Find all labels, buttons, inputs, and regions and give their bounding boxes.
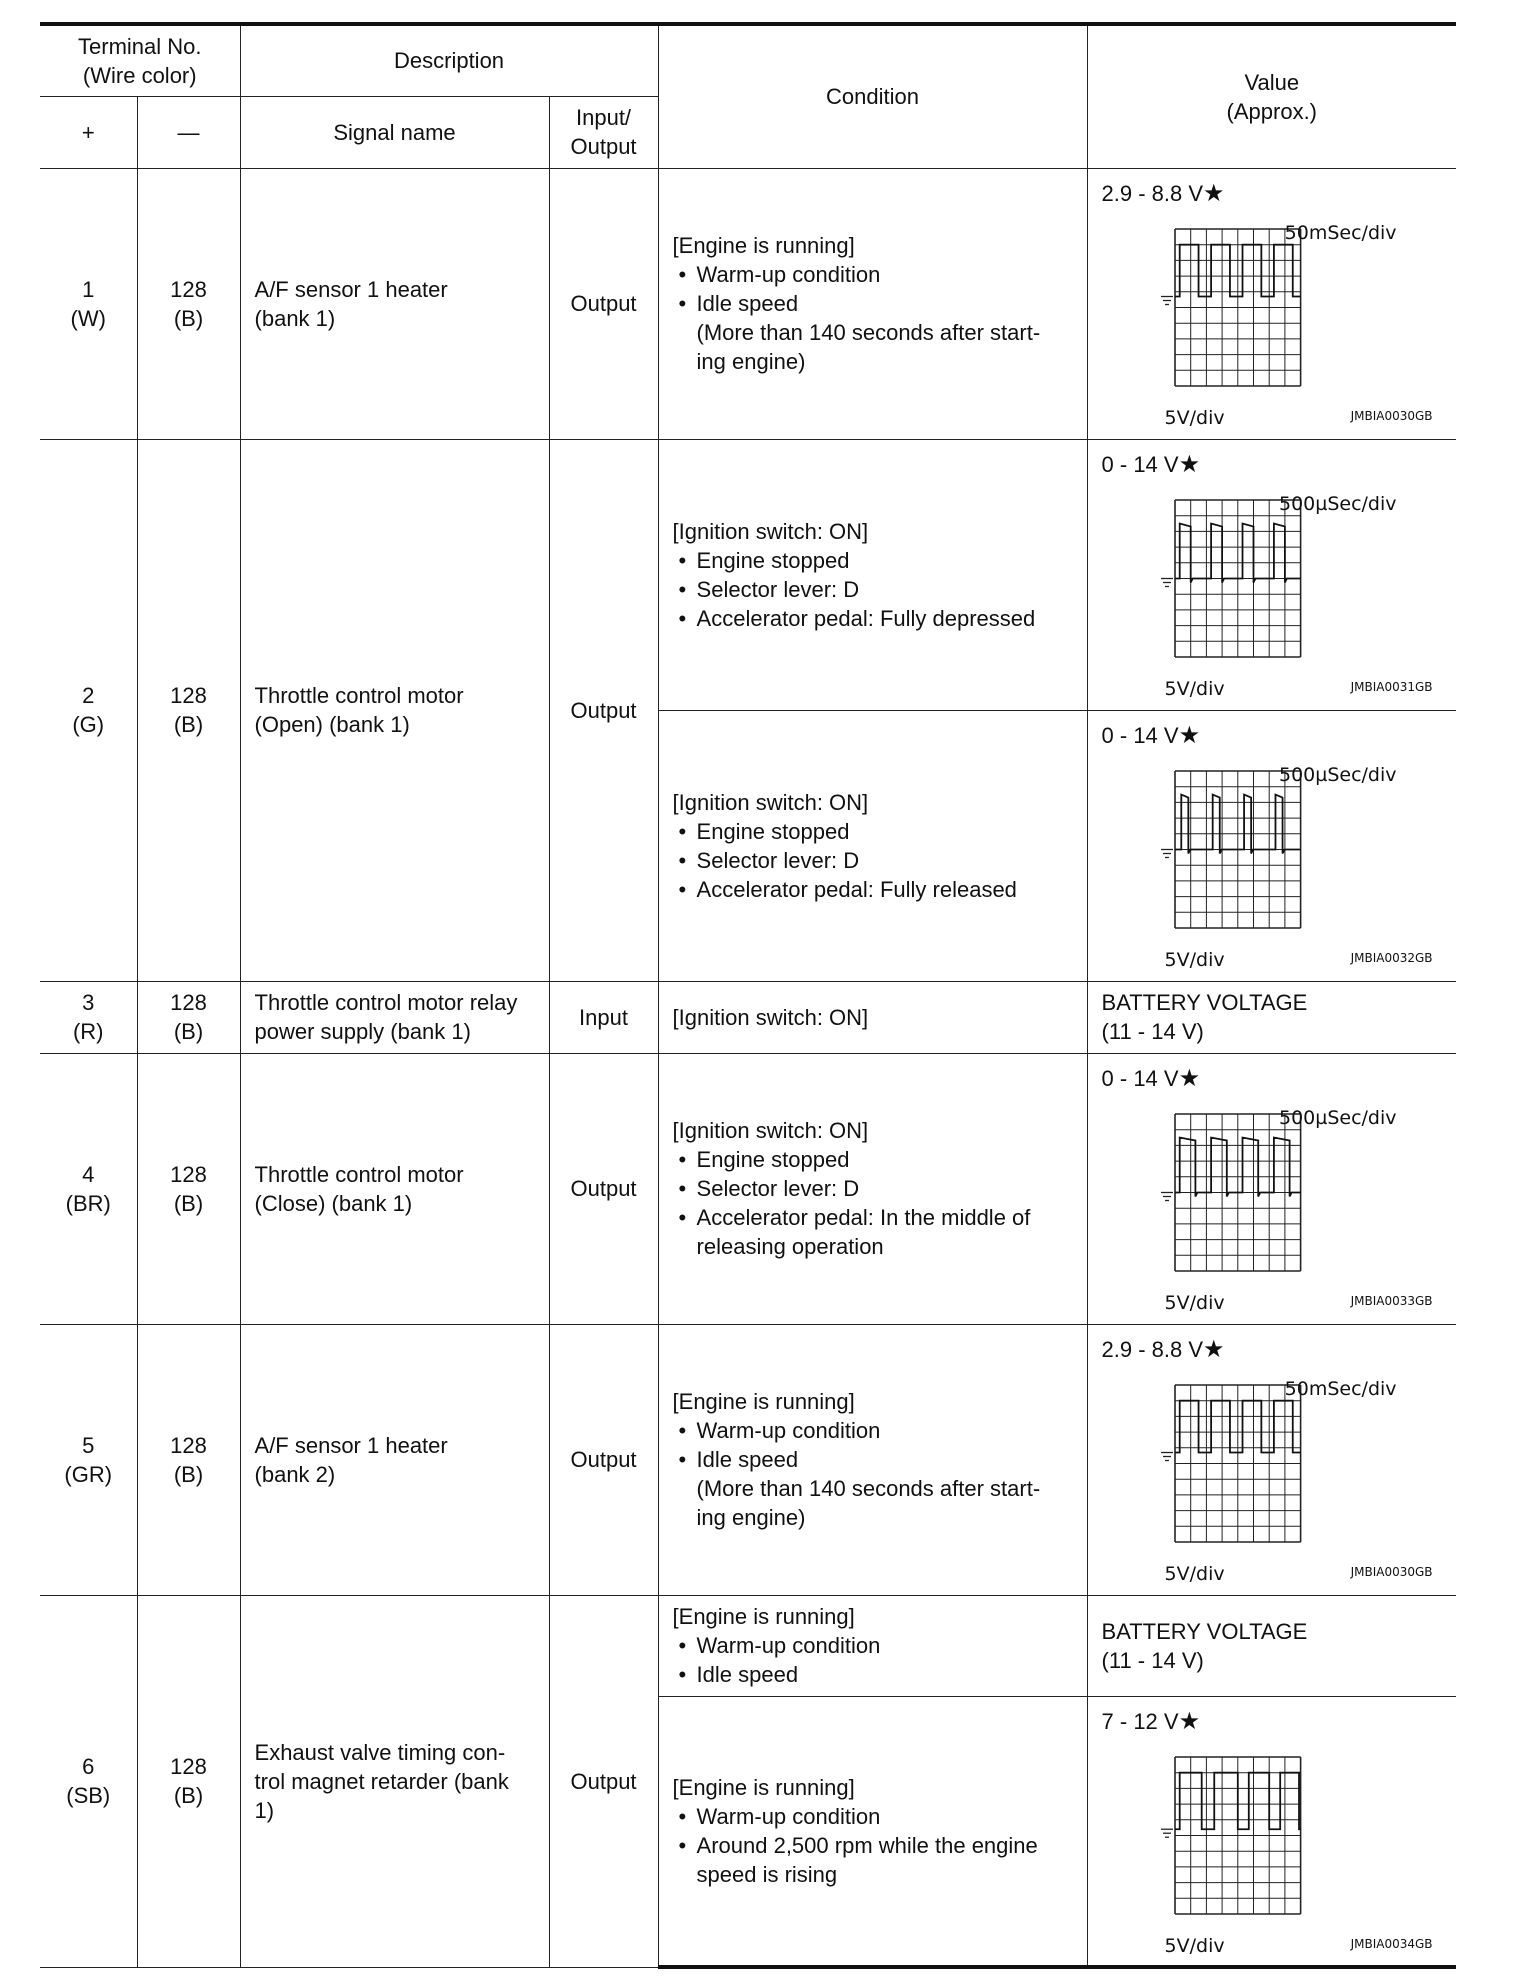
header-minus: — <box>137 96 240 168</box>
terminal-plus: 1 (W) <box>40 168 137 439</box>
signal-name: A/F sensor 1 heater (bank 1) <box>240 168 549 439</box>
condition-item: • Around 2,500 rpm while the engine speed is rising <box>673 1831 1077 1889</box>
oscilloscope-figure <box>1133 454 1433 704</box>
ground-symbol <box>1161 1192 1173 1200</box>
value-cell <box>1087 168 1456 439</box>
condition-cell <box>658 1696 1087 1967</box>
condition-title: [Ignition switch: ON] <box>672 789 869 815</box>
condition-cell <box>658 168 1087 439</box>
condition-list <box>673 260 1077 376</box>
volt-division-label: 5V/div <box>1164 948 1225 971</box>
value-cell <box>1087 439 1456 710</box>
condition-list <box>673 1631 1077 1689</box>
condition-title: [Engine is running] <box>672 233 855 258</box>
time-division-label: 500µSec/div <box>1278 763 1397 786</box>
value-range: 0 - 14 V <box>1101 451 1179 477</box>
time-division-label: 500µSec/div <box>1278 1106 1397 1129</box>
signal-name: Throttle control motor (Open) (bank 1) <box>240 439 549 981</box>
value-range: 0 - 14 V <box>1101 722 1179 748</box>
oscilloscope-figure <box>1133 1068 1433 1318</box>
table-row <box>40 1324 1456 1595</box>
condition-item: • Accelerator pedal: In the middle of releasing operation <box>673 1203 1077 1261</box>
header-plus: + <box>40 96 137 168</box>
condition-item: • Idle speed (More than 140 seconds after start- ing engine) <box>673 289 1077 376</box>
input-output: Output <box>549 439 658 981</box>
terminal-minus: 128 (B) <box>137 168 240 439</box>
input-output: Input <box>549 981 658 1053</box>
oscilloscope-figure <box>1133 1711 1433 1961</box>
ground-symbol <box>1161 849 1173 857</box>
condition-item: • Accelerator pedal: Fully released <box>673 875 1077 904</box>
terminal-plus: 2 (G) <box>40 439 137 981</box>
terminal-plus: 3 (R) <box>40 981 137 1053</box>
value-cell <box>1087 1696 1456 1967</box>
volt-division-label: 5V/div <box>1164 1291 1225 1314</box>
condition-cell <box>658 439 1087 710</box>
figure-code: JMBIA0034GB <box>1350 1936 1433 1951</box>
terminal-minus: 128 (B) <box>137 1595 240 1967</box>
condition-cell <box>658 981 1087 1053</box>
terminal-plus: 4 (BR) <box>40 1053 137 1324</box>
condition-title: [Engine is running] <box>672 1604 855 1629</box>
terminal-minus: 128 (B) <box>137 981 240 1053</box>
value-range: 7 - 12 V <box>1101 1708 1179 1734</box>
star-icon: ★ <box>1203 179 1225 207</box>
condition-title: [Engine is running] <box>672 1389 855 1414</box>
time-division-label: 500µSec/div <box>1278 492 1397 515</box>
figure-code: JMBIA0031GB <box>1350 679 1433 694</box>
ground-symbol <box>1161 1452 1173 1460</box>
header-value: Value (Approx.) <box>1087 24 1456 168</box>
condition-title: [Engine is running] <box>672 1774 855 1800</box>
condition-item: • Warm-up condition <box>673 260 1077 289</box>
terminal-minus: 128 (B) <box>137 439 240 981</box>
condition-item: • Warm-up condition <box>673 1802 1077 1831</box>
signal-name: A/F sensor 1 heater (bank 2) <box>240 1324 549 1595</box>
value-cell: BATTERY VOLTAGE (11 - 14 V) <box>1087 1595 1456 1696</box>
condition-cell <box>658 1595 1087 1696</box>
oscilloscope-figure <box>1133 725 1433 975</box>
table-row <box>40 168 1456 439</box>
terminal-plus: 6 (SB) <box>40 1595 137 1967</box>
figure-code: JMBIA0032GB <box>1350 950 1433 965</box>
waveform-trace <box>1175 1772 1301 1829</box>
condition-item: • Selector lever: D <box>673 1174 1077 1203</box>
signal-name: Throttle control motor (Close) (bank 1) <box>240 1053 549 1324</box>
star-icon: ★ <box>1178 1064 1201 1092</box>
input-output: Output <box>549 1053 658 1324</box>
terminal-minus: 128 (B) <box>137 1053 240 1324</box>
condition-cell <box>658 1053 1087 1324</box>
table-row <box>40 981 1456 1053</box>
value-cell: BATTERY VOLTAGE (11 - 14 V) <box>1087 981 1456 1053</box>
star-icon: ★ <box>1203 1335 1225 1363</box>
volt-division-label: 5V/div <box>1164 1562 1225 1585</box>
input-output: Output <box>549 1324 658 1595</box>
condition-list <box>673 546 1077 633</box>
volt-division-label: 5V/div <box>1164 677 1225 700</box>
condition-title: [Ignition switch: ON] <box>672 518 869 544</box>
condition-item: • Idle speed <box>673 1660 1077 1689</box>
oscilloscope-grid <box>1133 1711 1433 1961</box>
condition-list <box>673 1416 1077 1532</box>
condition-item: • Engine stopped <box>673 1145 1077 1174</box>
value-range: 2.9 - 8.8 V <box>1101 1336 1204 1362</box>
ground-symbol <box>1161 1829 1173 1837</box>
header-input-output: Input/ Output <box>549 96 658 168</box>
table-body <box>40 168 1456 1967</box>
volt-division-label: 5V/div <box>1164 1934 1225 1957</box>
value-cell <box>1087 1053 1456 1324</box>
terminal-table-page <box>40 22 1456 1972</box>
value-cell <box>1087 710 1456 981</box>
ground-symbol <box>1161 578 1173 586</box>
value-cell <box>1087 1324 1456 1595</box>
condition-item: • Idle speed (More than 140 seconds after start- ing engine) <box>673 1445 1077 1532</box>
figure-code: JMBIA0030GB <box>1350 1564 1433 1579</box>
condition-title: [Ignition switch: ON] <box>672 1118 869 1143</box>
terminal-plus: 5 (GR) <box>40 1324 137 1595</box>
condition-item: • Engine stopped <box>673 546 1077 575</box>
condition-list <box>673 1802 1077 1889</box>
oscilloscope-figure <box>1133 1339 1433 1589</box>
condition-item: • Selector lever: D <box>673 575 1077 604</box>
condition-item: • Engine stopped <box>673 817 1077 846</box>
condition-item: • Accelerator pedal: Fully depressed <box>673 604 1077 633</box>
ecm-terminal-table <box>40 22 1456 1969</box>
signal-name: Throttle control motor relay power supply (bank 1) <box>240 981 549 1053</box>
table-row <box>40 1595 1456 1696</box>
header-signal-name: Signal name <box>240 96 549 168</box>
star-icon: ★ <box>1178 450 1201 478</box>
volt-division-label: 5V/div <box>1164 406 1225 429</box>
time-division-label: 50mSec/div <box>1284 221 1397 244</box>
header-terminal-no: Terminal No. (Wire color) <box>40 24 240 96</box>
input-output: Output <box>549 168 658 439</box>
header-condition: Condition <box>658 24 1087 168</box>
oscilloscope-figure <box>1133 183 1433 433</box>
value-range: 2.9 - 8.8 V <box>1101 180 1204 206</box>
condition-title: [Ignition switch: ON] <box>672 1004 869 1030</box>
star-icon: ★ <box>1178 721 1201 749</box>
condition-item: • Selector lever: D <box>673 846 1077 875</box>
table-row <box>40 1053 1456 1324</box>
condition-list <box>673 1145 1077 1261</box>
condition-list <box>673 817 1077 904</box>
ground-symbol <box>1161 296 1173 304</box>
signal-name: Exhaust valve timing con- trol magnet retarder (bank 1) <box>240 1595 549 1967</box>
condition-cell <box>658 710 1087 981</box>
condition-item: • Warm-up condition <box>673 1631 1077 1660</box>
terminal-minus: 128 (B) <box>137 1324 240 1595</box>
table-row <box>40 439 1456 710</box>
star-icon: ★ <box>1178 1707 1201 1735</box>
condition-cell <box>658 1324 1087 1595</box>
input-output: Output <box>549 1595 658 1967</box>
figure-code: JMBIA0030GB <box>1350 408 1433 423</box>
value-range: 0 - 14 V <box>1101 1065 1179 1091</box>
condition-item: • Warm-up condition <box>673 1416 1077 1445</box>
time-division-label: 50mSec/div <box>1284 1377 1397 1400</box>
figure-code: JMBIA0033GB <box>1350 1293 1433 1308</box>
header-description: Description <box>240 24 658 96</box>
